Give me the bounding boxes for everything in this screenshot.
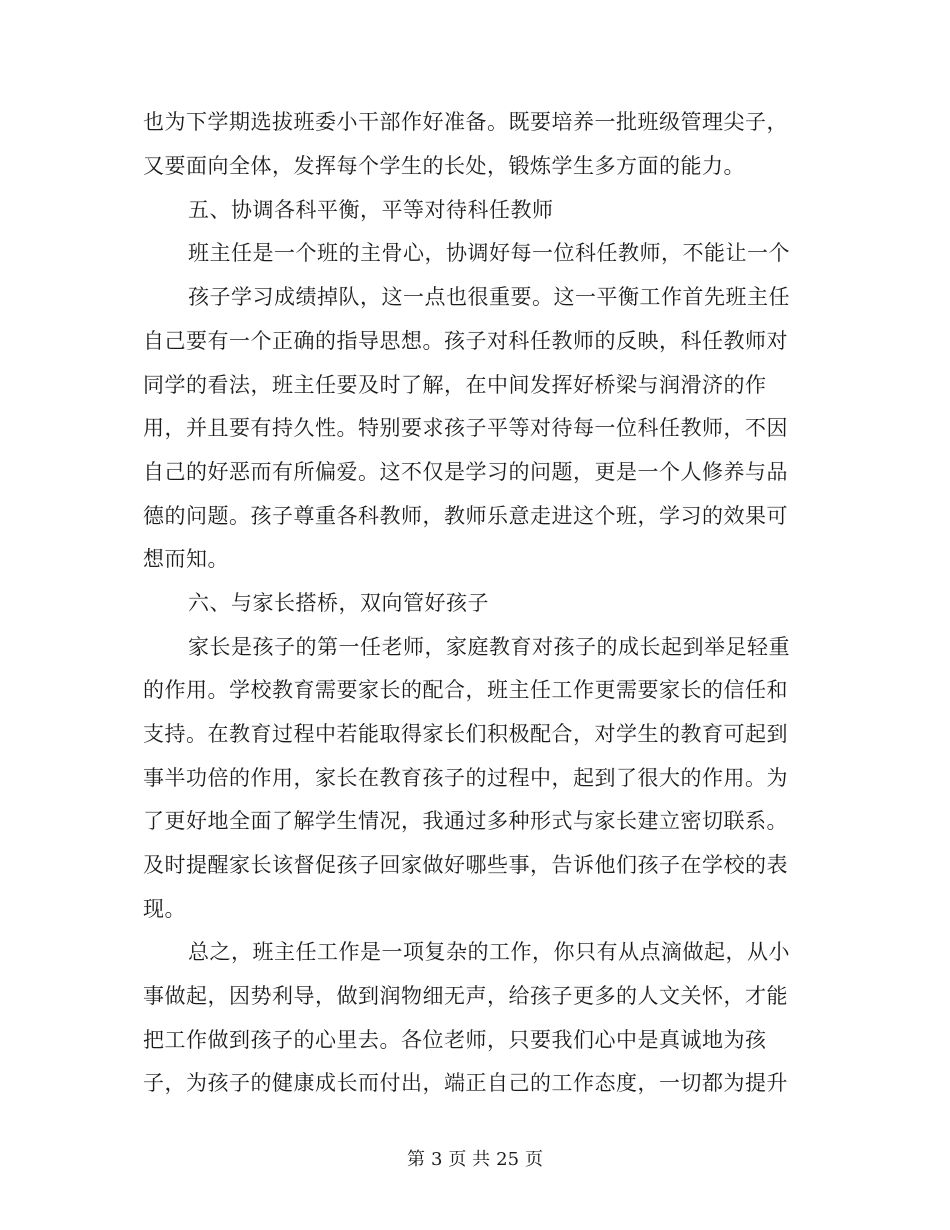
section-heading: 五、协调各科平衡，平等对待科任教师 [188, 198, 554, 222]
text-line: 总之，班主任工作是一项复杂的工作，你只有从点滴做起，从小 [188, 940, 790, 964]
text-line: 同学的看法，班主任要及时了解，在中间发挥好桥梁与润滑济的作 [143, 373, 767, 397]
text-line: 用，并且要有持久性。特别要求孩子平等对待每一位科任教师，不因 [143, 416, 788, 440]
section-heading: 六、与家长搭桥，双向管好孩子 [188, 591, 489, 615]
footer-prefix: 第 [406, 1149, 425, 1170]
text-line: 事做起，因势利导，做到润物细无声，给孩子更多的人文关怀，才能 [143, 984, 788, 1008]
text-line: 德的问题。孩子尊重各科教师，教师乐意走进这个班，学习的效果可 [143, 504, 788, 528]
text-line: 家长是孩子的第一任老师，家庭教育对孩子的成长起到举足轻重 [188, 635, 790, 659]
text-line: 也为下学期选拔班委小干部作好准备。既要培养一批班级管理尖子， [143, 110, 788, 134]
text-line: 自己要有一个正确的指导思想。孩子对科任教师的反映，科任教师对 [143, 329, 788, 353]
text-line: 事半功倍的作用，家长在教育孩子的过程中，起到了很大的作用。为 [143, 766, 788, 790]
text-line: 的作用。学校教育需要家长的配合，班主任工作更需要家长的信任和 [143, 678, 788, 702]
text-line: 现。 [143, 897, 186, 921]
text-line: 班主任是一个班的主骨心，协调好每一位科任教师，不能让一个 [188, 241, 790, 265]
text-line: 及时提醒家长该督促孩子回家做好哪些事，告诉他们孩子在学校的表 [143, 853, 788, 877]
text-line: 了更好地全面了解学生情况，我通过多种形式与家长建立密切联系。 [143, 809, 788, 833]
text-line: 想而知。 [143, 547, 229, 571]
footer-middle: 页 共 [448, 1149, 491, 1170]
footer-suffix: 页 [525, 1149, 544, 1170]
page-footer [0, 1148, 950, 1172]
current-page-number: 3 [430, 1149, 443, 1170]
text-line: 又要面向全体，发挥每个学生的长处，锻炼学生多方面的能力。 [143, 154, 745, 178]
text-line: 子，为孩子的健康成长而付出，端正自己的工作态度，一切都为提升 [143, 1071, 788, 1095]
text-line: 支持。在教育过程中若能取得家长们积极配合，对学生的教育可起到 [143, 722, 788, 746]
text-line: 自己的好恶而有所偏爱。这不仅是学习的问题，更是一个人修养与品 [143, 460, 788, 484]
text-line: 把工作做到孩子的心里去。各位老师，只要我们心中是真诚地为孩 [143, 1028, 767, 1052]
total-page-count: 25 [496, 1149, 520, 1170]
text-line: 孩子学习成绩掉队，这一点也很重要。这一平衡工作首先班主任 [188, 285, 790, 309]
